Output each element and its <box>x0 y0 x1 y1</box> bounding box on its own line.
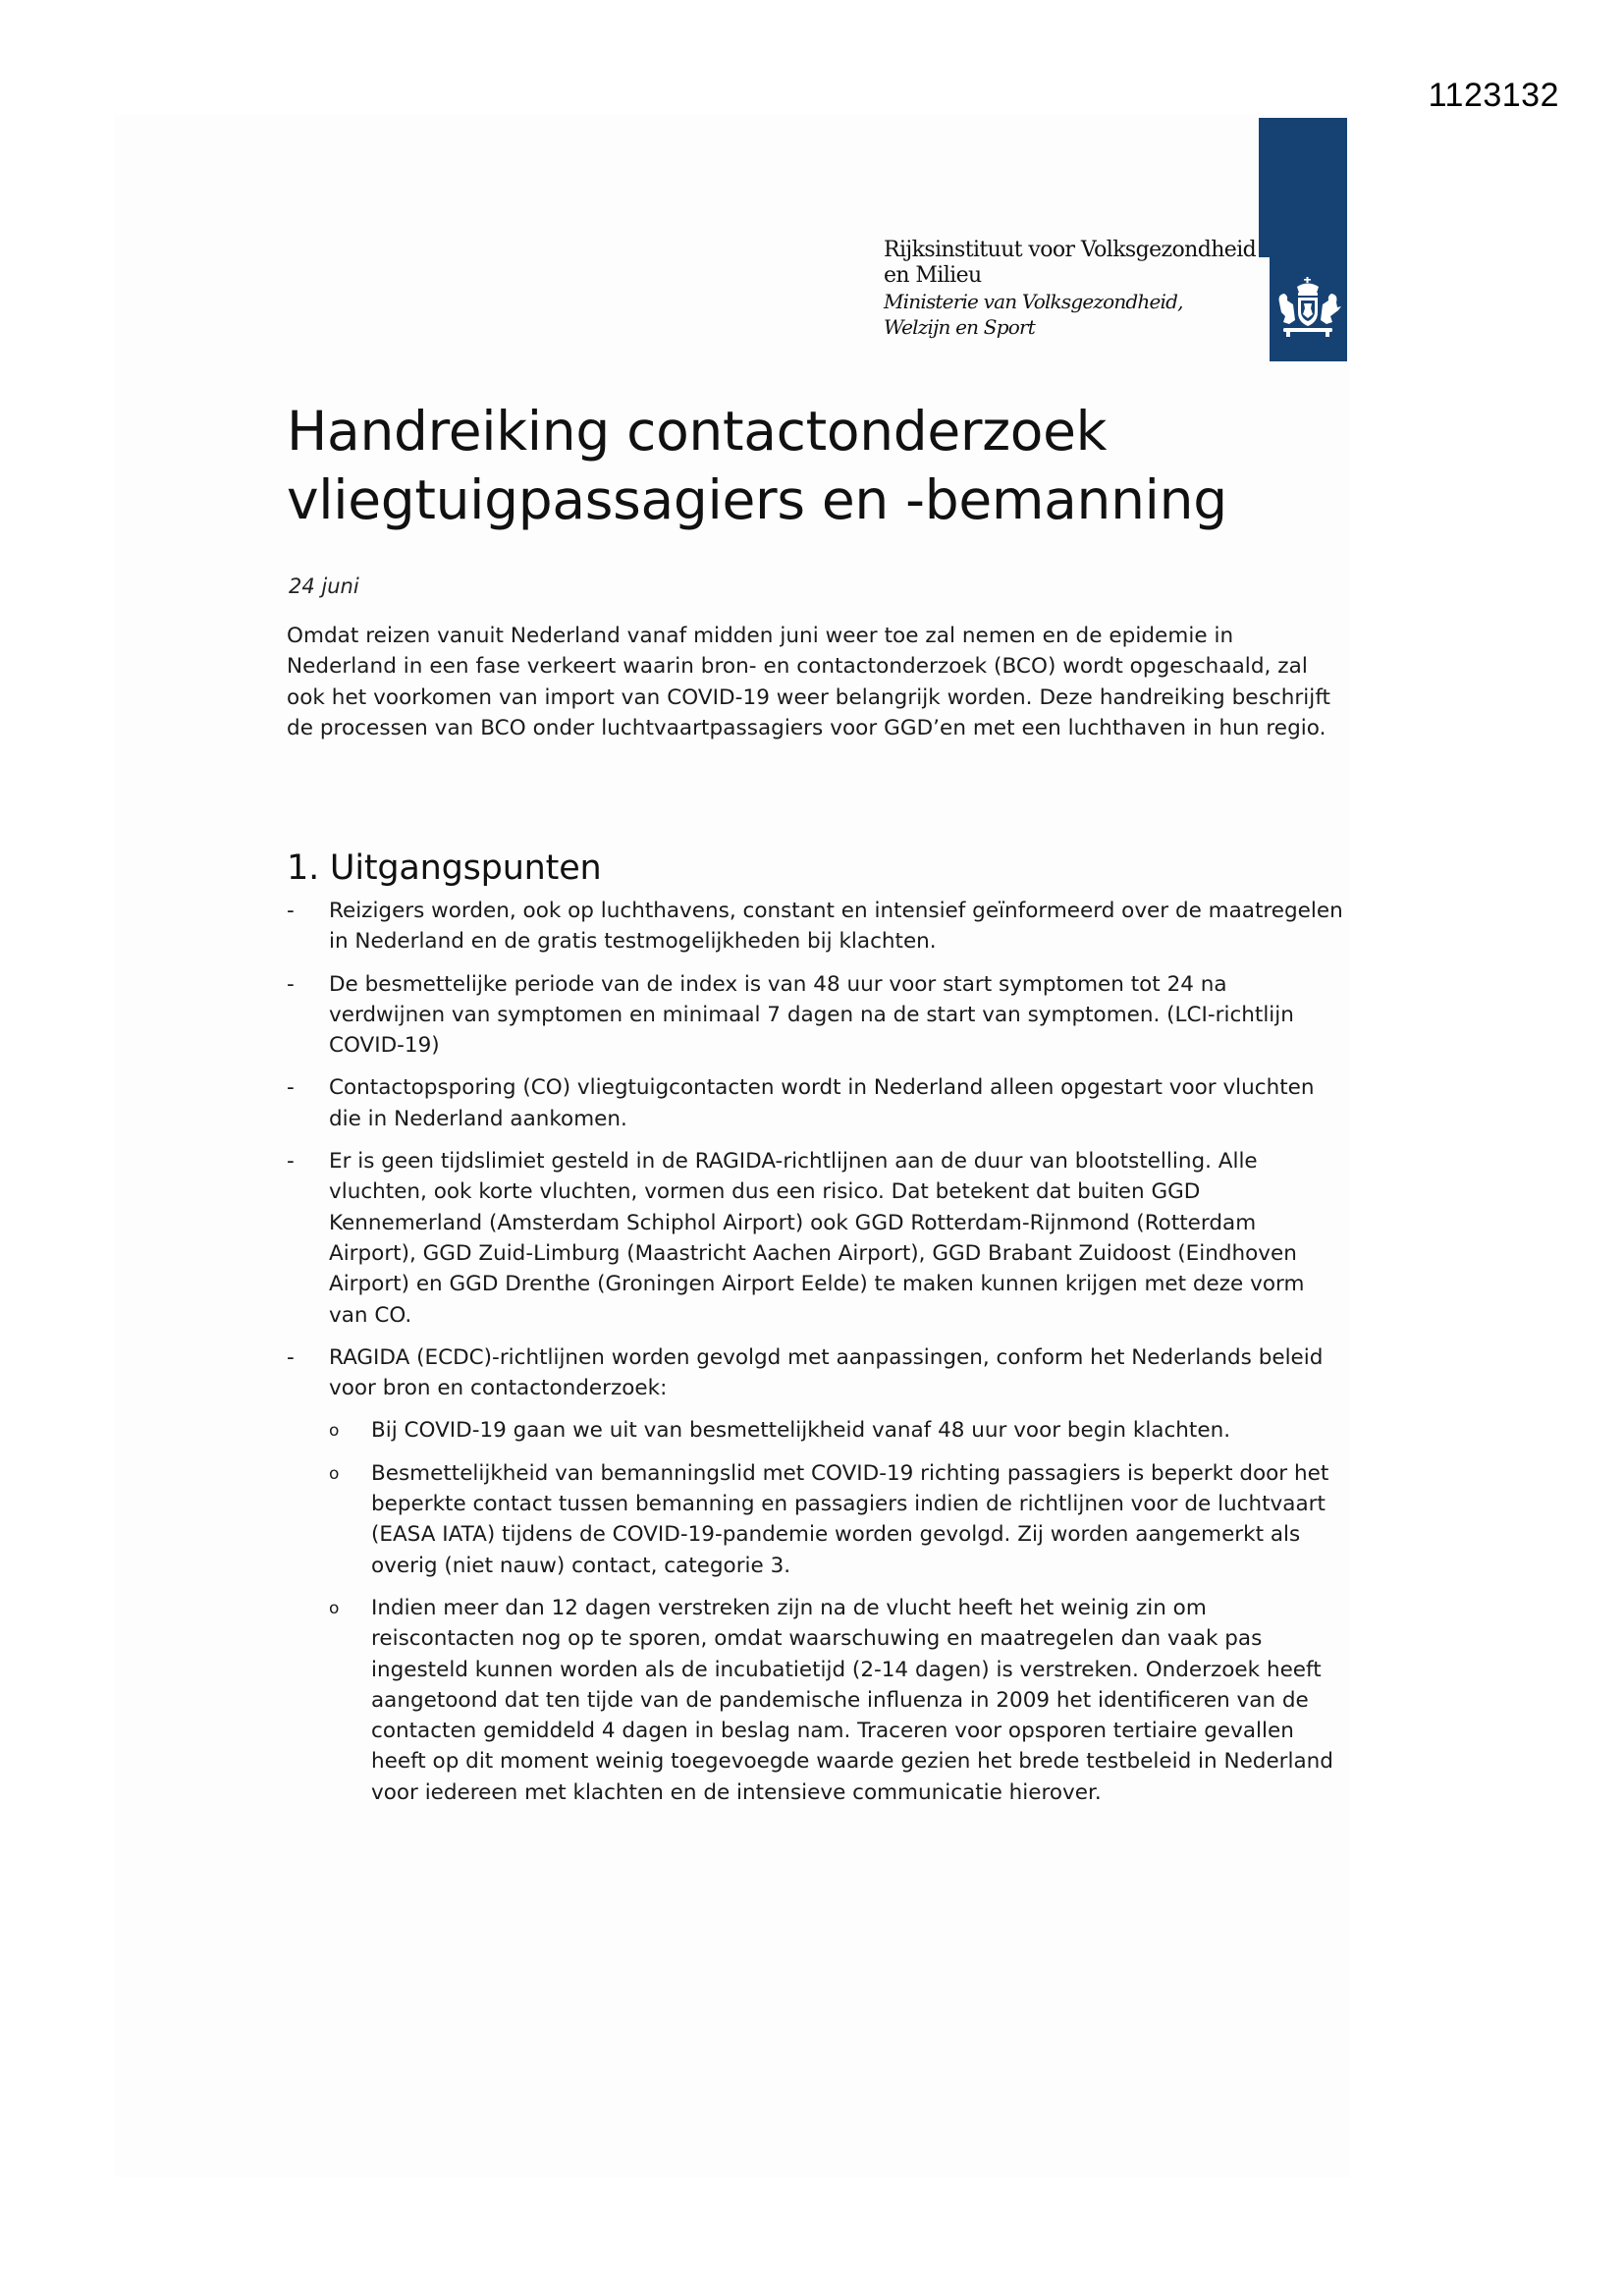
list-item-text: RAGIDA (ECDC)-richtlijnen worden gevolgd met aanpassingen, conform het Nederlands beleid voor bron en contactonderzoek: <box>329 1344 1324 1401</box>
title-line1: Handreiking contactonderzoek <box>287 400 1108 463</box>
document-date: 24 juni <box>289 574 359 598</box>
sub-list-item <box>329 1593 1347 1808</box>
ministry-name-line2: Welzijn en Sport <box>884 315 1035 339</box>
org-name-line1: Rijksinstituut voor Volksgezondheid <box>884 238 1257 262</box>
circle-bullet-icon: o <box>329 1598 340 1618</box>
sub-list-item <box>329 1458 1347 1581</box>
dash-bullet-icon: - <box>287 971 295 997</box>
list-item-text: Er is geen tijdslimiet gesteld in de RAGIDA-richtlijnen aan de duur van blootstelling. Alle vluchten, ook korte vluchten, vormen dus een risico. Dat betekent dat buiten GGD Kennemerland (Amsterdam Schiphol Airport) ook GGD Rotterdam-Rijnmond (Rotterdam Airport), GGD Zuid-Limburg (Maastricht Aachen Airport), GGD Brabant Zuidoost (Eindhoven Airport) en GGD Drenthe (Groningen Airport Eelde) te maken kunnen krijgen met deze vorm van CO. <box>329 1149 1305 1328</box>
ministry-name-line1: Ministerie van Volksgezondheid, <box>884 290 1183 313</box>
list-item <box>287 1072 1347 1134</box>
list-item-text: De besmettelijke periode van de index is van 48 uur voor start symptomen tot 24 na verdwijnen van symptomen en minimaal 7 dagen na de start van symptomen. (LCI-richtlijn COVID-19) <box>329 971 1294 1059</box>
intro-paragraph: Omdat reizen vanuit Nederland vanaf midden juni weer toe zal nemen en de epidemie in Nederland in een fase verkeert waarin bron- en contactonderzoek (BCO) wordt opgeschaald, zal ook het voorkomen van import van COVID-19 weer belangrijk worden. Deze handreiking beschrijft de processen van BCO onder luchtvaartpassagiers voor GGD’en met een luchthaven in hun regio. <box>287 624 1331 740</box>
circle-bullet-icon: o <box>329 1421 340 1442</box>
section-heading: 1. Uitgangspunten <box>287 848 602 888</box>
list-item <box>287 896 1347 957</box>
org-name-line2: en Milieu <box>884 263 982 288</box>
list-item <box>287 969 1347 1062</box>
sub-list-item-text: Indien meer dan 12 dagen verstreken zijn na de vlucht heeft het weinig zin om reiscontacten nog op te sporen, omdat waarschuwing en maatregelen dan vaak pas ingesteld kunnen worden als de incubatietijd (2-14 dagen) is verstreken. Onderzoek heeft aangetoond dat ten tijde van de pandemische influenza in 2009 het identificeren van de contacten gemiddeld 4 dagen in beslag nam. Traceren voor opsporen tertiaire gevallen heeft op dit moment weinig toegevoegde waarde gezien het brede testbeleid in Nederland voor iedereen met klachten en de intensieve communicatie hierover. <box>371 1595 1333 1805</box>
logo-bar-joint <box>1259 251 1270 257</box>
sub-list-item-text: Bij COVID-19 gaan we uit van besmettelijkheid vanaf 48 uur voor begin klachten. <box>371 1418 1231 1444</box>
list-item <box>287 1342 1347 1808</box>
document-title <box>287 397 1227 534</box>
dash-bullet-icon: - <box>287 899 295 923</box>
organization-name <box>884 238 1256 340</box>
title-line2: vliegtuigpassagiers en -bemanning <box>287 468 1227 531</box>
dash-bullet-icon: - <box>287 1075 295 1101</box>
dash-bullet-icon: - <box>287 1149 295 1175</box>
royal-coat-of-arms-icon <box>1273 277 1342 340</box>
list-item-text: Reizigers worden, ook op luchthavens, constant en intensief geïnformeerd over de maatregelen in Nederland en de gratis testmogelijkheden bij klachten. <box>329 899 1343 955</box>
dash-bullet-icon: - <box>287 1344 295 1370</box>
sub-list-item <box>329 1415 1347 1446</box>
sub-list <box>329 1415 1347 1808</box>
list-item-text: Contactopsporing (CO) vliegtuigcontacten wordt in Nederland alleen opgestart voor vluchten die in Nederland aankomen. <box>329 1075 1315 1131</box>
circle-bullet-icon: o <box>329 1463 340 1484</box>
document-id: 1123132 <box>1428 77 1559 114</box>
sub-list-item-text: Besmettelijkheid van bemanningslid met COVID-19 richting passagiers is beperkt door het beperkte contact tussen bemanning en passagiers indien de richtlijnen voor de luchtvaart (EASA IATA) tijdens de COVID-19-pandemie worden gevolgd. Zij worden aangemerkt als overig (niet nauw) contact, categorie 3. <box>371 1460 1329 1578</box>
logo-bar <box>1259 118 1347 251</box>
principles-list <box>287 896 1347 1820</box>
list-item <box>287 1146 1347 1331</box>
